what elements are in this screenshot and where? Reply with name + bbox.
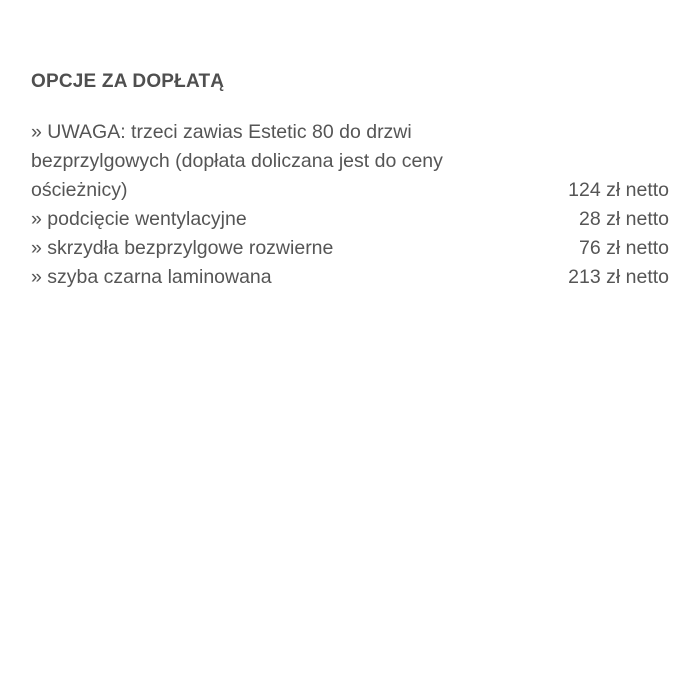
option-row <box>31 118 669 205</box>
option-label: » UWAGA: trzeci zawias Estetic 80 do drzwi bezprzylgowych (dopłata doliczana jest do ceny ościeżnicy) <box>31 121 443 201</box>
option-row <box>31 234 669 263</box>
extra-options-section <box>31 66 669 292</box>
option-row <box>31 263 669 292</box>
option-label: » podcięcie wentylacyjne <box>31 208 247 230</box>
options-list <box>31 118 669 292</box>
option-price: 28 zł netto <box>579 208 669 230</box>
option-price: 76 zł netto <box>579 237 669 259</box>
option-row <box>31 205 669 234</box>
option-price: 124 zł netto <box>568 179 669 201</box>
section-heading: OPCJE ZA DOPŁATĄ <box>31 71 225 92</box>
option-label: » skrzydła bezprzylgowe rozwierne <box>31 237 334 259</box>
option-label: » szyba czarna laminowana <box>31 266 272 288</box>
option-price: 213 zł netto <box>568 266 669 288</box>
